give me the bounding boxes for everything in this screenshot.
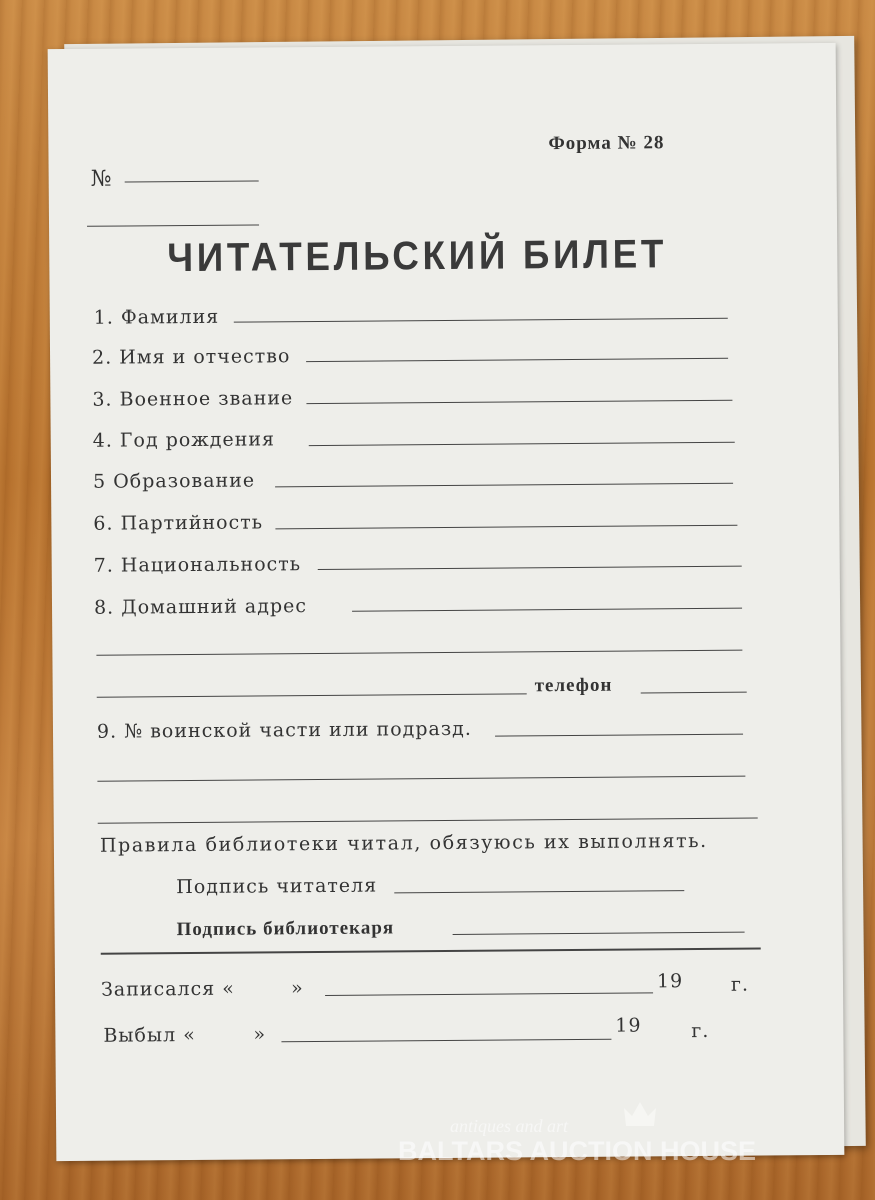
field-line-nationality[interactable] xyxy=(318,566,742,570)
librarian-signature-label: Подпись библиотекаря xyxy=(176,917,395,941)
page-title: ЧИТАТЕЛЬСКИЙ БИЛЕТ xyxy=(167,232,668,281)
field-label-party: 6. Партийность xyxy=(93,511,264,535)
enrolled-quote-close: » xyxy=(290,977,304,1000)
field-line-name[interactable] xyxy=(306,358,728,362)
reader-signature-line[interactable] xyxy=(394,890,684,893)
field-line-address-2[interactable] xyxy=(96,650,742,656)
field-line-party[interactable] xyxy=(275,525,737,530)
watermark-tagline: antiques and art xyxy=(450,1116,569,1136)
field-label-birth-year: 4. Год рождения xyxy=(92,428,276,452)
field-label-education: 5 Образование xyxy=(92,469,256,493)
unit-line-1[interactable] xyxy=(495,734,743,737)
left-year-suffix: г. xyxy=(691,1019,710,1043)
field-line-birth-year[interactable] xyxy=(309,442,735,446)
divider-line xyxy=(101,948,761,955)
left-date-line[interactable] xyxy=(281,1039,611,1043)
field-label-surname: 1. Фамилия xyxy=(93,305,220,329)
crown-icon xyxy=(622,1100,658,1130)
field-label-address: 8. Домашний адрес xyxy=(93,595,308,619)
field-line-rank[interactable] xyxy=(306,400,732,404)
card-number-label: № xyxy=(90,166,113,192)
enrolled-date-line[interactable] xyxy=(325,992,653,996)
left-quote-close: » xyxy=(253,1023,267,1046)
field-line-surname[interactable] xyxy=(234,318,728,323)
phone-line[interactable] xyxy=(641,692,747,694)
form-number-label: Форма № 28 xyxy=(548,132,665,155)
library-card-form xyxy=(48,43,845,1161)
librarian-signature-line[interactable] xyxy=(453,932,745,935)
field-label-name: 2. Имя и отчество xyxy=(91,345,291,369)
field-label-rank: 3. Военное звание xyxy=(92,387,294,411)
left-label: Выбыл « xyxy=(103,1023,196,1047)
unit-label: 9. № воинской части или подразд. xyxy=(96,717,472,743)
reader-signature-label: Подпись читателя xyxy=(176,874,378,899)
field-label-nationality: 7. Национальность xyxy=(93,553,302,577)
enrolled-label: Записался « xyxy=(100,977,235,1001)
unit-line-2[interactable] xyxy=(97,776,745,782)
rules-statement: Правила библиотеки читал, обязуюсь их выполнять. xyxy=(99,829,708,857)
field-line-address-1[interactable] xyxy=(352,608,742,612)
unit-line-3[interactable] xyxy=(98,818,758,824)
card-series-line[interactable] xyxy=(87,224,259,226)
card-number-line[interactable] xyxy=(125,180,259,182)
enrolled-year-suffix: г. xyxy=(730,973,750,996)
left-year: 19 xyxy=(615,1014,642,1037)
field-line-address-3[interactable] xyxy=(97,693,527,697)
watermark-brand: BALTARS AUCTION HOUSE xyxy=(398,1136,756,1166)
field-line-education[interactable] xyxy=(275,483,733,488)
phone-label: телефон xyxy=(534,674,613,697)
enrolled-year: 19 xyxy=(656,970,684,993)
